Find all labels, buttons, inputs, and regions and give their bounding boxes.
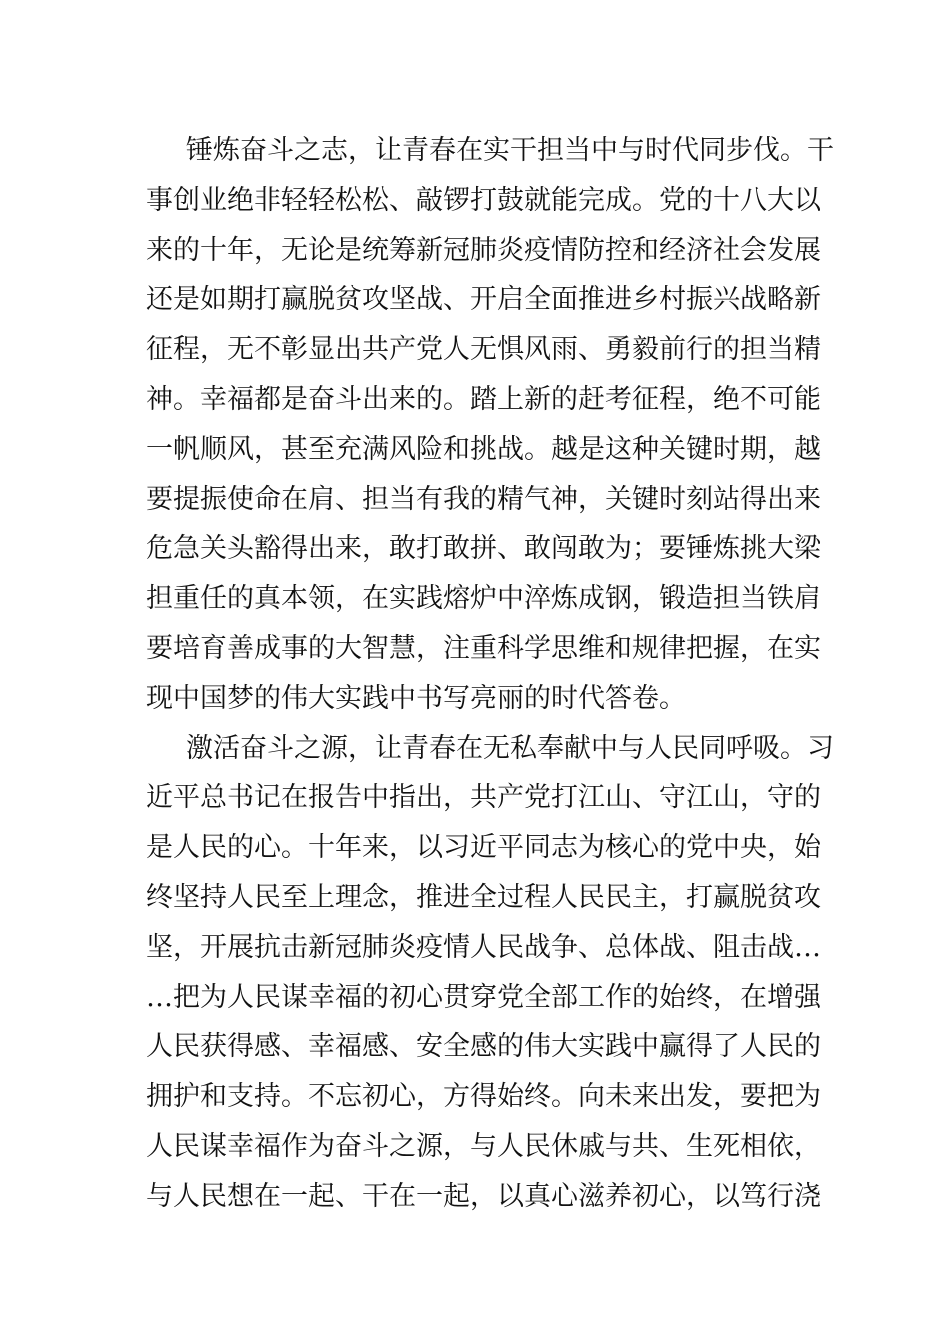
text-line: 一帆顺风，甚至充满风险和挑战。越是这种关键时期，越 [146, 433, 821, 465]
text-line: 现中国梦的伟大实践中书写亮丽的时代答卷。 [146, 682, 686, 714]
text-line: 终坚持人民至上理念，推进全过程人民民主，打赢脱贫攻 [146, 881, 821, 913]
text-line: 激活奋斗之源，让青春在无私奉献中与人民同呼吸。习 [186, 732, 834, 764]
text-line: 拥护和支持。不忘初心，方得始终。向未来出发，要把为 [146, 1081, 821, 1113]
text-line: 神。幸福都是奋斗出来的。踏上新的赶考征程，绝不可能 [146, 383, 821, 415]
text-line: 担重任的真本领，在实践熔炉中淬炼成钢，锻造担当铁肩 [146, 583, 821, 615]
text-line: 要提振使命在肩、担当有我的精气神，关键时刻站得出来 [146, 483, 821, 515]
text-line: 要培育善成事的大智慧，注重科学思维和规律把握，在实 [146, 632, 821, 664]
text-line: 事创业绝非轻轻松松、敲锣打鼓就能完成。党的十八大以 [146, 184, 821, 216]
text-line: 锤炼奋斗之志，让青春在实干担当中与时代同步伐。干 [186, 135, 834, 166]
text-line: 还是如期打赢脱贫攻坚战、开启全面推进乡村振兴战略新 [146, 284, 821, 316]
text-line: 近平总书记在报告中指出，共产党打江山、守江山，守的 [146, 782, 821, 814]
text-line: 坚，开展抗击新冠肺炎疫情人民战争、总体战、阻击战… [146, 931, 821, 963]
text-line: 是人民的心。十年来，以习近平同志为核心的党中央，始 [146, 832, 821, 864]
text-line: 来的十年，无论是统筹新冠肺炎疫情防控和经济社会发展 [146, 234, 821, 266]
text-line: …把为人民谋幸福的初心贯穿党全部工作的始终，在增强 [146, 981, 821, 1013]
text-line: 人民谋幸福作为奋斗之源，与人民休戚与共、生死相依， [146, 1130, 821, 1162]
text-line: 人民获得感、幸福感、安全感的伟大实践中赢得了人民的 [146, 1031, 821, 1063]
body-text [146, 126, 834, 1222]
paragraph-2 [146, 724, 834, 1222]
text-line: 征程，无不彰显出共产党人无惧风雨、勇毅前行的担当精 [146, 334, 821, 366]
text-line: 危急关头豁得出来，敢打敢拼、敢闯敢为；要锤炼挑大梁 [146, 533, 821, 565]
paragraph-1 [146, 126, 834, 724]
text-line: 与人民想在一起、干在一起，以真心滋养初心，以笃行浇 [146, 1180, 821, 1212]
